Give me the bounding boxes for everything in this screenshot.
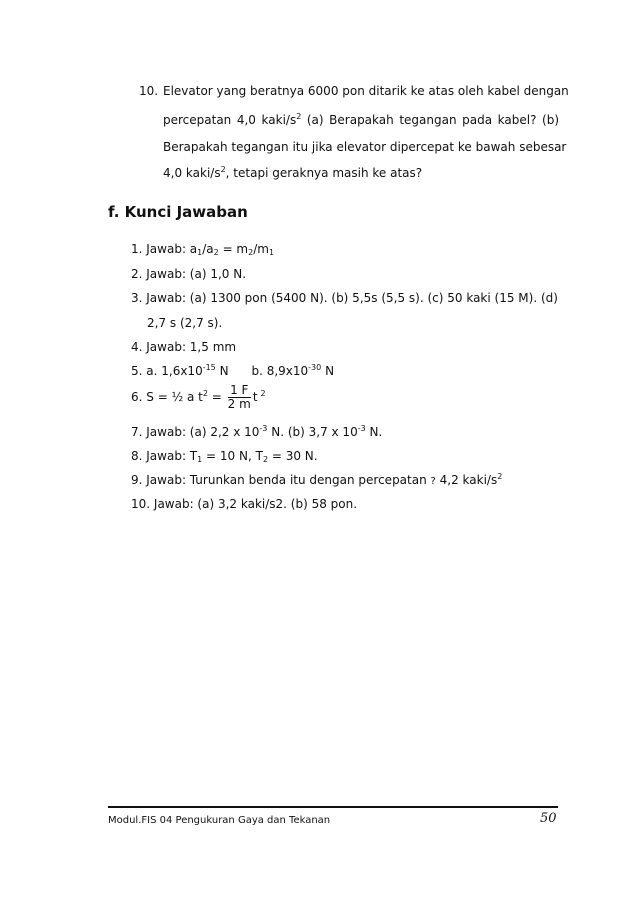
subscript: 1 [268,248,275,257]
text: /a [202,242,214,256]
section-heading: f. Kunci Jawaban [108,203,248,221]
text: 9. Jawab: Turunkan benda itu dengan percepatan [131,473,431,487]
problem-line-1: Elevator yang beratnya 6000 pon ditarik ke atas oleh kabel dengan [163,84,569,98]
subscript: 1 [197,248,203,257]
footer-divider [108,806,558,808]
text: t [252,390,258,404]
superscript: -15 [202,363,216,372]
answer-6 [131,384,266,411]
text: 5. a. 1,6x10 [131,364,203,378]
text: = 30 N. [268,449,318,463]
superscript: -30 [308,363,322,372]
answer-10: 10. Jawab: (a) 3,2 kaki/s2. (b) 58 pon. [131,497,358,511]
text: 4,0 kaki/s [163,166,221,180]
fraction-denominator: 2 m [227,397,251,411]
page-number: 50 [540,811,557,826]
text: , tetapi geraknya masih ke atas? [225,166,423,180]
superscript: -3 [259,424,268,433]
text: N b. 8,9x10 [215,364,309,378]
superscript: 2 [296,112,302,121]
problem-line-3: Berapakah tegangan itu jika elevator dipercepat ke bawah sebesar [163,140,567,154]
superscript: -3 [357,424,366,433]
answer-5 [131,364,334,378]
text: percepatan 4,0 kaki/s [163,113,297,127]
fraction [228,384,251,411]
answer-1 [131,242,274,256]
text: 1. Jawab: a [131,242,198,256]
subscript: 1 [197,455,203,464]
answer-2: 2. Jawab: (a) 1,0 N. [131,267,247,281]
superscript: 2 [497,472,503,481]
question-mark-glyph: ? [430,476,436,487]
answer-3-line-1: 3. Jawab: (a) 1300 pon (5400 N). (b) 5,5s (5,5 s). (c) 50 kaki (15 M). (d) [131,291,558,305]
text: 8. Jawab: T [131,449,198,463]
problem-number: 10. [139,84,159,98]
answer-7 [131,425,382,439]
text: = 10 N, T [202,449,263,463]
answer-3-line-2: 2,7 s (2,7 s). [147,316,223,330]
footer-module-title: Modul.FIS 04 Pengukuran Gaya dan Tekanan [108,815,331,826]
text: N [321,364,335,378]
text: = m [218,242,249,256]
text: 4,2 kaki/s [435,473,498,487]
text: 7. Jawab: (a) 2,2 x 10 [131,425,260,439]
text: N. [365,425,383,439]
text: 6. S = ½ a t [131,390,203,404]
fraction-numerator: 1 F [228,384,251,398]
answer-9 [131,473,502,487]
subscript: 2 [213,248,219,257]
answer-8 [131,449,318,463]
text: (a) Berapakah tegangan pada kabel? (b) [301,113,559,127]
superscript: 2 [220,165,226,174]
text: /m [253,242,269,256]
superscript: 2 [202,389,208,398]
problem-line-4 [163,166,422,180]
answer-4: 4. Jawab: 1,5 mm [131,340,237,354]
subscript: 2 [248,248,254,257]
superscript: 2 [260,389,266,398]
text: N. (b) 3,7 x 10 [267,425,358,439]
text: = [207,390,226,404]
problem-line-2 [163,113,559,127]
subscript: 2 [262,455,269,464]
